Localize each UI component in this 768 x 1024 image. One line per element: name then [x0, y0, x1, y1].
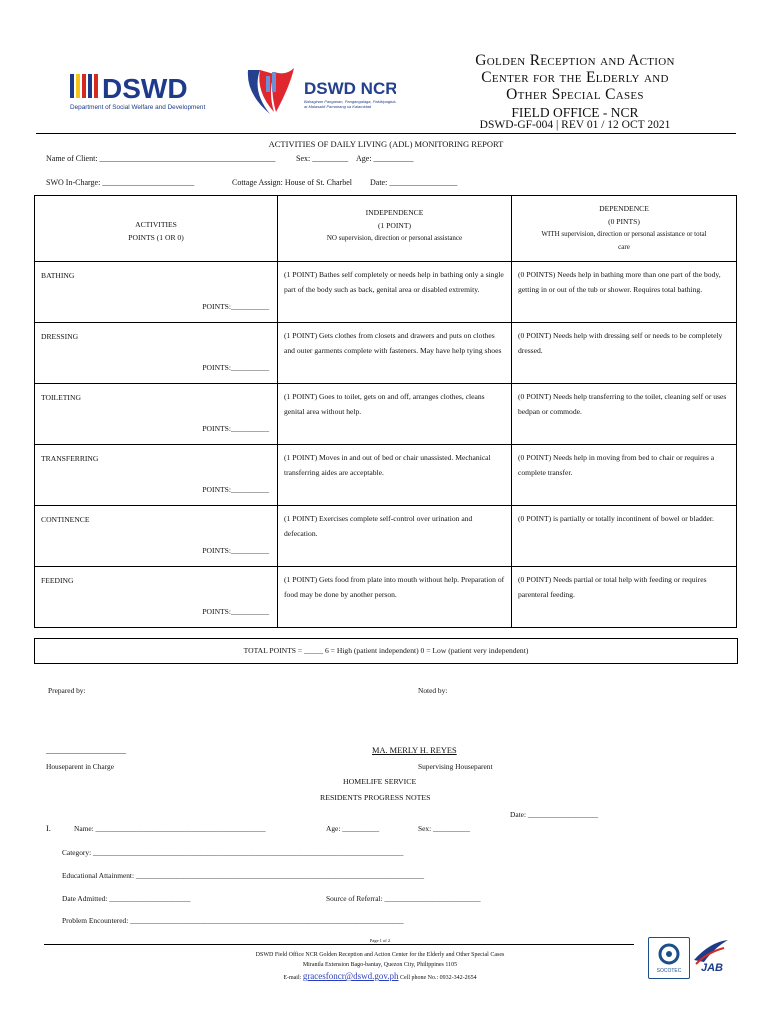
independence-desc: (1 POINT) Goes to toilet, gets on and off, arranges clothes, cleans genital area without help. — [278, 384, 512, 445]
independence-desc: (1 POINT) Exercises complete self-control over urination and defecation. — [278, 506, 512, 567]
date-admitted-field: Date Admitted: ______________________ — [62, 894, 191, 903]
points-field: POINTS:__________ — [202, 302, 269, 311]
points-field: POINTS:__________ — [202, 485, 269, 494]
page-number: Page 1 of 2 — [369, 938, 391, 943]
dependence-header — [512, 196, 737, 262]
supervising-role: Supervising Houseparent — [418, 762, 493, 771]
dependence-header-points: (0 PINTS) — [608, 217, 640, 226]
adl-table — [34, 195, 737, 628]
dependence-header-sub1: WITH supervision, direction or personal assistance or total — [541, 230, 707, 238]
points-field: POINTS:__________ — [202, 424, 269, 433]
header-title — [410, 52, 740, 103]
notes-date-field: Date: ___________________ — [510, 810, 599, 819]
homelife-title: HOMELIFE SERVICE — [343, 777, 417, 786]
total-points-box: TOTAL POINTS = _____ 6 = High (patient independent) 0 = Low (patient very independent) — [34, 638, 738, 664]
dswd-logo — [68, 68, 208, 112]
dependence-desc: (0 POINT) Needs partial or total help with feeding or requires parenteral feeding. — [512, 567, 737, 628]
swo-field: SWO In-Charge: _______________________ — [46, 178, 195, 187]
document-code: DSWD-GF-004 | REV 01 / 12 OCT 2021 — [479, 119, 671, 131]
header-title-line3: Other Special Cases — [506, 86, 644, 103]
education-field: Educational Attainment: ______________________________________________________________________________ — [62, 871, 425, 880]
independence-desc: (1 POINT) Bathes self completely or needs help in bathing only a single part of the body such as back, genital area or disabled extremity. — [278, 262, 512, 323]
phone-number: Cell phone No.: 0932-342-2654 — [400, 975, 477, 981]
independence-header-title: INDEPENDENCE — [365, 208, 424, 217]
socotec-label: SOCOTEC — [656, 968, 682, 974]
resident-name-field: Name: ______________________________________________ — [74, 824, 266, 833]
resident-age-field: Age: __________ — [326, 824, 380, 833]
table-header-row — [35, 196, 737, 262]
age-field: Age: __________ — [356, 154, 414, 163]
table-row — [35, 506, 737, 567]
sex-field: Sex: _________ — [296, 154, 349, 163]
dswd-ncr-logo — [240, 62, 396, 120]
activities-header-title: ACTIVITIES — [135, 220, 177, 229]
header-divider — [36, 133, 736, 134]
section-numeral: I. — [46, 824, 51, 833]
prepared-signature-line: ____________________ — [46, 746, 126, 755]
noted-by-name: MA. MERLY H. REYES — [372, 746, 457, 755]
report-title: ACTIVITIES OF DAILY LIVING (ADL) MONITORING REPORT — [268, 139, 504, 149]
footer-contact — [120, 971, 640, 981]
cottage-field: Cottage Assign: House of St. Charbel — [232, 178, 352, 187]
activity-name: TRANSFERRING — [41, 454, 99, 463]
field-office: FIELD OFFICE - NCR — [511, 105, 639, 120]
independence-header-points: (1 POINT) — [377, 221, 412, 230]
dependence-desc: (0 POINT) Needs help with dressing self or needs to be completely dressed. — [512, 323, 737, 384]
header-title-line2: Center for the Elderly and — [481, 69, 669, 86]
table-row — [35, 445, 737, 506]
points-field: POINTS:__________ — [202, 363, 269, 372]
ncr-tagline-2: at Malasakit Pamanang sa Kalamidad — [304, 104, 372, 109]
dependence-desc: (0 POINT) Needs help in moving from bed to chair or requires a complete transfer. — [512, 445, 737, 506]
activity-name: TOILETING — [41, 393, 81, 402]
referral-source-field: Source of Referral: __________________________ — [326, 894, 481, 903]
table-row — [35, 323, 737, 384]
header-title-line1: Golden Reception and Action — [475, 52, 675, 69]
dependence-header-sub2: care — [618, 243, 630, 251]
table-row — [35, 262, 737, 323]
email-label: E-mail: — [283, 975, 302, 981]
dependence-desc: (0 POINT) is partially or totally incontinent of bowel or bladder. — [512, 506, 737, 567]
ncr-tagline-1: Bahaginan Panganan, Pangangalaga, Pakikipagtulungan — [304, 99, 396, 104]
table-row — [35, 384, 737, 445]
resident-sex-field: Sex: __________ — [418, 824, 470, 833]
socotec-badge — [648, 937, 690, 979]
email-link[interactable]: gracesfoncr@dswd.gov.ph — [302, 971, 399, 981]
independence-desc: (1 POINT) Gets food from plate into mouth without help. Preparation of food may be done by another person. — [278, 567, 512, 628]
client-name-field: Name of Client: ____________________________________________ — [46, 154, 276, 163]
points-field: POINTS:__________ — [202, 546, 269, 555]
prepared-by-label: Prepared by: — [48, 686, 86, 695]
independence-desc: (1 POINT) Moves in and out of bed or chair unassisted. Mechanical transferring aides are acceptable. — [278, 445, 512, 506]
dswd-logo-text: DSWD — [102, 73, 188, 104]
noted-by-label: Noted by: — [418, 686, 448, 695]
independence-desc: (1 POINT) Gets clothes from closets and drawers and puts on clothes and outer garments complete with fasteners. May have help tying shoes — [278, 323, 512, 384]
dswd-logo-subtitle: Department of Social Welfare and Development — [70, 104, 206, 111]
footer-line1: DSWD Field Office NCR Golden Reception and Action Center for the Elderly and Other Special Cases — [255, 952, 505, 958]
footer-line2: Miranila Extension Bago-bantay, Quezon City, Philippines 1105 — [302, 962, 458, 968]
footer-divider — [44, 944, 634, 945]
jab-badge — [690, 938, 730, 974]
houseparent-role: Houseparent in Charge — [46, 762, 115, 771]
activities-header — [35, 196, 278, 262]
problem-field: Problem Encountered: __________________________________________________________________________ — [62, 916, 404, 925]
dependence-header-title: DEPENDENCE — [599, 204, 649, 213]
activity-name: DRESSING — [41, 332, 79, 341]
category-field: Category: ____________________________________________________________________________________ — [62, 848, 404, 857]
activity-name: BATHING — [41, 271, 75, 280]
jab-label: JAB — [700, 962, 724, 974]
independence-header-sub: NO supervision, direction or personal assistance — [326, 234, 463, 242]
activity-name: FEEDING — [41, 576, 74, 585]
ncr-logo-text: DSWD NCR — [304, 79, 396, 98]
progress-notes-title: RESIDENTS PROGRESS NOTES — [320, 793, 431, 802]
independence-header — [278, 196, 512, 262]
activity-name: CONTINENCE — [41, 515, 90, 524]
dependence-desc: (0 POINT) Needs help transferring to the toilet, cleaning self or uses bedpan or commode. — [512, 384, 737, 445]
table-row — [35, 567, 737, 628]
activities-header-sub: POINTS (1 OR 0) — [128, 233, 184, 242]
dependence-desc: (0 POINTS) Needs help in bathing more than one part of the body, getting in or out of the tub or shower. Requires total bathing. — [512, 262, 737, 323]
date-field: Date: _________________ — [370, 178, 458, 187]
points-field: POINTS:__________ — [202, 607, 269, 616]
